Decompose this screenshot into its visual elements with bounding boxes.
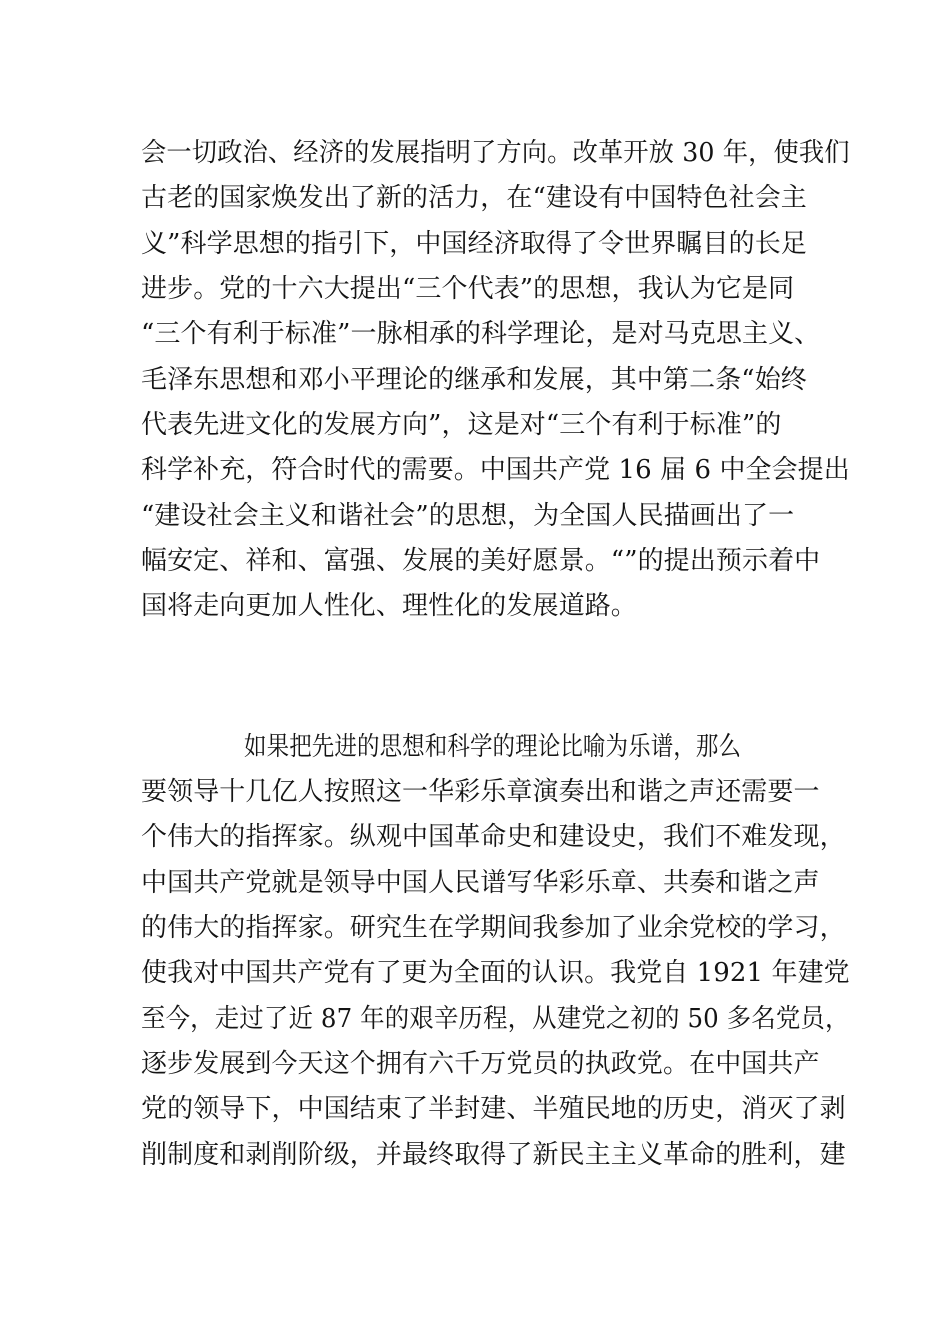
text-line: 个伟大的指挥家。纵观中国革命史和建设史，我们不难发现， <box>141 822 846 852</box>
text-line: 进步。党的十六大提出“三个代表”的思想，我认为它是同 <box>141 274 795 304</box>
text-line: 会一切政治、经济的发展指明了方向。改革开放 30 年，使我们 <box>141 138 850 168</box>
text-line: 党的领导下，中国结束了半封建、半殖民地的历史，消灭了剥 <box>141 1094 846 1124</box>
text-line: 义”科学思想的指引下，中国经济取得了令世界瞩目的长足 <box>141 229 807 259</box>
text-line: 至今，走过了近 87 年的艰辛历程，从建党之初的 50 多名党员， <box>141 1004 850 1034</box>
text-line: “三个有利于标准”一脉相承的科学理论，是对马克思主义、 <box>141 319 821 349</box>
text-line: 国将走向更加人性化、理性化的发展道路。 <box>141 591 637 621</box>
text-line: 的伟大的指挥家。研究生在学期间我参加了业余党校的学习， <box>141 913 846 943</box>
text-line: 使我对中国共产党有了更为全面的认识。我党自 1921 年建党 <box>141 958 850 988</box>
text-line: 科学补充，符合时代的需要。中国共产党 16 届 6 中全会提出 <box>141 455 850 485</box>
text-line: 逐步发展到今天这个拥有六千万党员的执政党。在中国共产 <box>141 1049 820 1079</box>
text-line: 毛泽东思想和邓小平理论的继承和发展，其中第二条“始终 <box>141 365 807 395</box>
text-line: “建设社会主义和谐社会”的思想，为全国人民描画出了一 <box>141 501 795 531</box>
text-line: 古老的国家焕发出了新的活力，在“建设有中国特色社会主 <box>141 183 807 213</box>
text-line: 代表先进文化的发展方向”，这是对“三个有利于标准”的 <box>141 410 782 440</box>
text-line: 中国共产党就是领导中国人民谱写华彩乐章、共奏和谐之声 <box>141 868 820 898</box>
text-line: 削制度和剥削阶级，并最终取得了新民主主义革命的胜利，建 <box>141 1140 846 1170</box>
text-line: 如果把先进的思想和科学的理论比喻为乐谱，那么 <box>244 732 742 762</box>
text-line: 幅安定、祥和、富强、发展的美好愿景。“”的提出预示着中 <box>141 546 821 576</box>
text-line: 要领导十几亿人按照这一华彩乐章演奏出和谐之声还需要一 <box>141 777 820 807</box>
